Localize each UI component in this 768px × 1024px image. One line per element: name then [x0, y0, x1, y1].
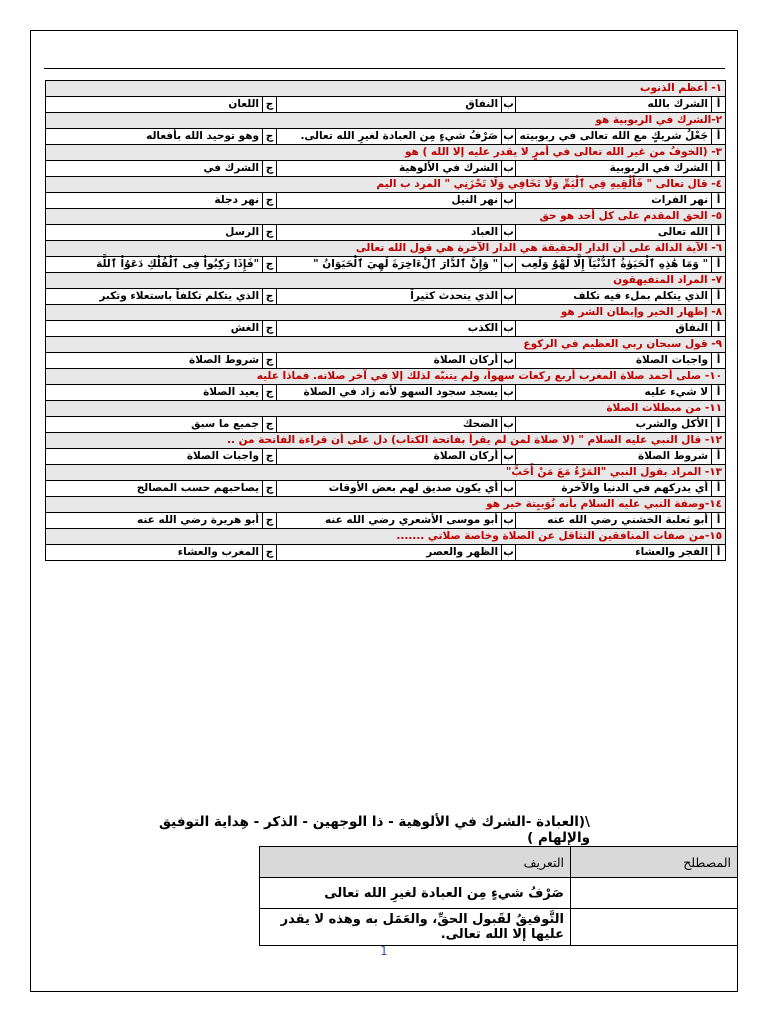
option-c[interactable]: واجبات الصلاة	[46, 449, 263, 465]
option-c[interactable]: اللعان	[46, 97, 263, 113]
option-letter-b: ب	[502, 481, 516, 497]
option-letter-b: ب	[502, 353, 516, 369]
definition-row	[260, 909, 738, 946]
option-letter-b: ب	[502, 257, 516, 273]
option-letter-a: أ	[712, 481, 726, 497]
answer-row	[46, 161, 726, 177]
option-a[interactable]: أبو ثعلبة الخشني رضي الله عنه	[516, 513, 712, 529]
option-letter-a: أ	[712, 97, 726, 113]
question-row	[46, 241, 726, 257]
answer-row	[46, 321, 726, 337]
terms-list: \(العبادة -الشرك في الألوهية - ذا الوجهين - الذكر - هِداية التوفيق والإلهام )	[159, 814, 590, 846]
option-letter-b: ب	[502, 161, 516, 177]
question-row	[46, 529, 726, 545]
question-text: ١٢- قال النبي عليه السلام " (لا صلاة لمن لم يقرأ بفاتحة الكتاب) دل على أن قراءة الفاتحة من ..	[46, 433, 726, 449]
option-letter-c: ج	[263, 97, 277, 113]
option-a[interactable]: لا شيء عليه	[516, 385, 712, 401]
answer-row	[46, 449, 726, 465]
question-row	[46, 145, 726, 161]
option-b[interactable]: يسجد سجود السهو لأنه زاد في الصلاة	[277, 385, 502, 401]
option-a[interactable]: النفاق	[516, 321, 712, 337]
option-b[interactable]: أركان الصلاة	[277, 449, 502, 465]
option-b[interactable]: أي يكون صديق لهم بعض الأوقات	[277, 481, 502, 497]
option-letter-c: ج	[263, 545, 277, 561]
question-text: ١١- من مبطلات الصلاة	[46, 401, 726, 417]
definition-header: التعريف	[260, 847, 571, 878]
definitions-table	[259, 846, 738, 946]
option-letter-c: ج	[263, 193, 277, 209]
question-row	[46, 177, 726, 193]
option-letter-a: أ	[712, 161, 726, 177]
option-a[interactable]: نهر الفرات	[516, 193, 712, 209]
option-c[interactable]: "فَإِذَا رَكِبُواْ فِى ٱلْفُلْكِ دَعَوُاْ ٱللَّهَ	[46, 257, 263, 273]
option-c[interactable]: أبو هريرة رضي الله عنه	[46, 513, 263, 529]
answer-row	[46, 225, 726, 241]
question-text: ٣- (الخوفُ من غير الله تعالى في أمرٍ لا يقدر عليه إلا الله ) هو	[46, 145, 726, 161]
option-b[interactable]: النفاق	[277, 97, 502, 113]
option-b[interactable]: الظهر والعصر	[277, 545, 502, 561]
question-row	[46, 81, 726, 97]
option-a[interactable]: الأكل والشرب	[516, 417, 712, 433]
option-c[interactable]: الذي يتكلم تكلفاً باستعلاء وتكبر	[46, 289, 263, 305]
questions-table	[45, 80, 726, 561]
term-answer-field[interactable]	[571, 909, 738, 946]
question-text: ٤- قال تعالى " فَأَلْقِيهِ فِي ٱلْيَمِّ وَلَا تَخَافِي وَلَا تَحْزَنِي " المرد ب اليم	[46, 177, 726, 193]
answer-row	[46, 257, 726, 273]
option-letter-c: ج	[263, 129, 277, 145]
option-b[interactable]: الشرك في الألوهية	[277, 161, 502, 177]
question-row	[46, 305, 726, 321]
question-text: ٧- المراد المتفيهقون	[46, 273, 726, 289]
option-a[interactable]: جَعْلُ شريكٍ مع الله تعالى في ربوبيته	[516, 129, 712, 145]
option-letter-a: أ	[712, 289, 726, 305]
option-letter-c: ج	[263, 417, 277, 433]
question-text: ٢-الشرك في الربوبية هو	[46, 113, 726, 129]
option-letter-c: ج	[263, 481, 277, 497]
option-c[interactable]: يصاحبهم حسب المصالح	[46, 481, 263, 497]
option-letter-b: ب	[502, 129, 516, 145]
question-row	[46, 433, 726, 449]
option-a[interactable]: شروط الصلاة	[516, 449, 712, 465]
question-text: ٩- قول سبحان ربي العظيم في الركوع	[46, 337, 726, 353]
option-b[interactable]: أبو موسى الأشعري رضي الله عنه	[277, 513, 502, 529]
option-letter-a: أ	[712, 513, 726, 529]
option-letter-a: أ	[712, 545, 726, 561]
question-row	[46, 465, 726, 481]
option-letter-b: ب	[502, 321, 516, 337]
option-b[interactable]: الكذب	[277, 321, 502, 337]
option-b[interactable]: أركان الصلاة	[277, 353, 502, 369]
option-letter-c: ج	[263, 321, 277, 337]
option-letter-a: أ	[712, 321, 726, 337]
option-a[interactable]: الشرك في الربوبية	[516, 161, 712, 177]
option-letter-a: أ	[712, 193, 726, 209]
option-letter-a: أ	[712, 225, 726, 241]
answer-row	[46, 353, 726, 369]
option-letter-c: ج	[263, 385, 277, 401]
option-letter-c: ج	[263, 161, 277, 177]
answer-row	[46, 417, 726, 433]
option-a[interactable]: أي يدركهم في الدنيا والآخرة	[516, 481, 712, 497]
option-letter-b: ب	[502, 449, 516, 465]
option-letter-b: ب	[502, 193, 516, 209]
question-text: ١٣- المراد بقول النبي "المَرْءُ مَعَ مَنْ أَحَبَّ"	[46, 465, 726, 481]
question-row	[46, 369, 726, 385]
definitions-header-row	[260, 847, 738, 878]
term-answer-field[interactable]	[571, 878, 738, 909]
option-a[interactable]: الشرك بالله	[516, 97, 712, 113]
option-a[interactable]: واجبات الصلاة	[516, 353, 712, 369]
option-a[interactable]: الذي يتكلم بملء فيه تكلف	[516, 289, 712, 305]
option-letter-a: أ	[712, 353, 726, 369]
question-text: ١٥-من صفات المنافقين التثاقل عن الصلاة وخاصة صلاتي .......	[46, 529, 726, 545]
answer-row	[46, 129, 726, 145]
option-b[interactable]: صَرْفُ شيءٍ مِن العبادة لغيرِ الله تعالى.	[277, 129, 502, 145]
option-letter-c: ج	[263, 513, 277, 529]
question-row	[46, 497, 726, 513]
option-letter-a: أ	[712, 129, 726, 145]
option-letter-a: أ	[712, 257, 726, 273]
question-text: ١٤-وصفة النبي عليه السلام بأنه نُوَيبِتة خير هو	[46, 497, 726, 513]
option-b[interactable]: العباد	[277, 225, 502, 241]
question-row	[46, 273, 726, 289]
option-c[interactable]: يعيد الصلاة	[46, 385, 263, 401]
option-c[interactable]: المغرب والعشاء	[46, 545, 263, 561]
answer-row	[46, 513, 726, 529]
definition-row	[260, 878, 738, 909]
option-letter-a: أ	[712, 449, 726, 465]
option-c[interactable]: نهر دجلة	[46, 193, 263, 209]
option-letter-c: ج	[263, 225, 277, 241]
answer-row	[46, 289, 726, 305]
option-c[interactable]: وهو توحيد الله بأفعاله	[46, 129, 263, 145]
option-c[interactable]: شروط الصلاة	[46, 353, 263, 369]
option-letter-b: ب	[502, 225, 516, 241]
term-header: المصطلح	[571, 847, 738, 878]
option-a[interactable]: " وَمَا هَٰذِهِ ٱلْحَيَوٰةُ ٱلدُّنْيَآ إِلَّا لَهْوٌ وَلَعِب	[516, 257, 712, 273]
option-b[interactable]: " وَإِنَّ ٱلدَّارَ ٱلْءَاخِرَةَ لَهِيَ ٱلْحَيَوَانُ "	[277, 257, 502, 273]
question-text: ١- أعظم الذنوب	[46, 81, 726, 97]
option-c[interactable]: جميع ما سبق	[46, 417, 263, 433]
option-c[interactable]: الشرك في	[46, 161, 263, 177]
option-a[interactable]: الله تعالى	[516, 225, 712, 241]
header-divider	[44, 68, 725, 69]
option-letter-a: أ	[712, 385, 726, 401]
option-c[interactable]: الغش	[46, 321, 263, 337]
option-letter-b: ب	[502, 513, 516, 529]
answer-row	[46, 545, 726, 561]
question-row	[46, 401, 726, 417]
option-letter-a: أ	[712, 417, 726, 433]
option-letter-b: ب	[502, 385, 516, 401]
option-letter-b: ب	[502, 97, 516, 113]
answer-row	[46, 97, 726, 113]
option-letter-b: ب	[502, 417, 516, 433]
question-row	[46, 113, 726, 129]
page-number: 1	[380, 944, 388, 958]
question-text: ٦- الآية الدالة على أن الدار الحقيقة هي الدار الآخرة هي قول الله تعالى	[46, 241, 726, 257]
question-text: ٥- الحق المقدم على كل أحد هو حق	[46, 209, 726, 225]
option-a[interactable]: الفجر والعشاء	[516, 545, 712, 561]
option-letter-c: ج	[263, 353, 277, 369]
option-letter-c: ج	[263, 257, 277, 273]
option-letter-b: ب	[502, 289, 516, 305]
option-letter-b: ب	[502, 545, 516, 561]
answer-row	[46, 481, 726, 497]
question-text: ١٠- صلى أحمد صلاة المغرب أربع ركعات سهواً، ولم يتنبّه لذلك إلا في آخر صلاته. فماذا عليه	[46, 369, 726, 385]
answer-row	[46, 385, 726, 401]
option-letter-c: ج	[263, 289, 277, 305]
option-letter-c: ج	[263, 449, 277, 465]
question-row	[46, 209, 726, 225]
option-b[interactable]: الضحك	[277, 417, 502, 433]
definition-text: التَّوفيقُ لقَبول الحقِّ، والعَمَل به وهذه لا يقدر عليها إلا الله تعالى.	[260, 909, 571, 946]
option-c[interactable]: الرسل	[46, 225, 263, 241]
question-text: ٨- إظهار الخير وإبطان الشر هو	[46, 305, 726, 321]
option-b[interactable]: الذي يتحدث كثيراً	[277, 289, 502, 305]
answer-row	[46, 193, 726, 209]
option-b[interactable]: نهر النيل	[277, 193, 502, 209]
question-row	[46, 337, 726, 353]
definition-text: صَرْفُ شيءٍ مِن العبادة لغيرِ الله تعالى	[260, 878, 571, 909]
